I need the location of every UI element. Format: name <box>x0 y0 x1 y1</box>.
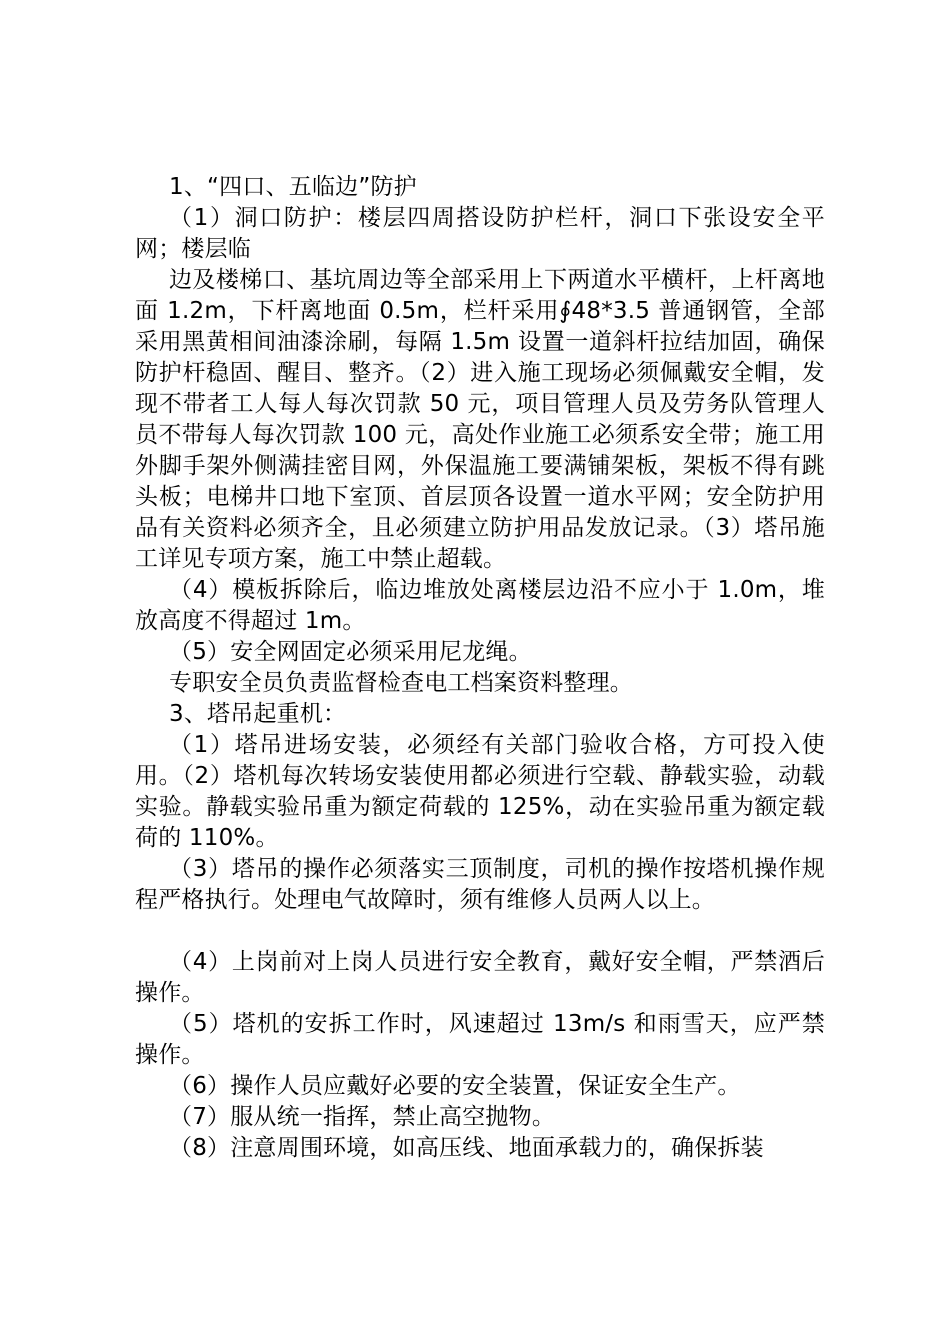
paragraph-crane-training: （4）上岗前对上岗人员进行安全教育，戴好安全帽，严禁酒后操作。 <box>135 949 825 1006</box>
paragraph-hole-protection: （1）洞口防护：楼层四周搭设防护栏杆，洞口下张设安全平网；楼层临 <box>135 205 825 262</box>
paragraph-crane-environment: （8）注意周围环境，如高压线、地面承载力的，确保拆装 <box>169 1135 764 1161</box>
paragraph-crane-installation: （1）塔吊进场安装，必须经有关部门验收合格，方可投入使用。（2）塔机每次转场安装使用都必须进行空载、静载实验，动载实验。静载实验吊重为额定荷载的 125%，动在实验吊重为额定载荷的 110%。 <box>135 732 825 851</box>
paragraph-safety-officer: 专职安全员负责监督检查电工档案资料整理。 <box>169 670 633 696</box>
blank-line <box>135 916 825 947</box>
paragraph-crane-weather: （5）塔机的安拆工作时，风速超过 13m/s 和雨雪天，应严禁操作。 <box>135 1011 825 1068</box>
paragraph-safety-net: （5）安全网固定必须采用尼龙绳。 <box>169 639 532 665</box>
paragraph-crane-command: （7）服从统一指挥，禁止高空抛物。 <box>169 1104 556 1130</box>
section-heading-four-openings: 1、“四口、五临边”防护 <box>169 174 417 200</box>
paragraph-crane-equipment: （6）操作人员应戴好必要的安全装置，保证安全生产。 <box>169 1073 741 1099</box>
paragraph-edge-protection: 边及楼梯口、基坑周边等全部采用上下两道水平横杆，上杆离地面 1.2m，下杆离地面 0.5m，栏杆采用∮48*3.5 普通钢管，全部采用黑黄相间油漆涂刷，每隔 1.5m 设置一道斜杆拉结加固，确保防护杆稳固、醒目、整齐。（2）进入施工现场必须佩戴安全帽，发现不带者工人每人每次罚款 50 元，项目管理人员及劳务队管理人员不带每人每次罚款 100 元，高处作业施工必须系安全带；施工用外脚手架外侧满挂密目网，外保温施工要满铺架板，架板不得有跳头板；电梯井口地下室顶、首层顶各设置一道水平网；安全防护用品有关资料必须齐全，且必须建立防护用品发放记录。（3）塔吊施工详见专项方案，施工中禁止超载。 <box>135 267 826 572</box>
document-body <box>135 172 825 1164</box>
paragraph-crane-operation: （3）塔吊的操作必须落实三顶制度，司机的操作按塔机操作规程严格执行。处理电气故障时，须有维修人员两人以上。 <box>135 856 825 913</box>
paragraph-formwork-removal: （4）模板拆除后，临边堆放处离楼层边沿不应小于 1.0m，堆放高度不得超过 1m。 <box>135 577 825 634</box>
section-heading-tower-crane: 3、塔吊起重机： <box>169 701 347 727</box>
